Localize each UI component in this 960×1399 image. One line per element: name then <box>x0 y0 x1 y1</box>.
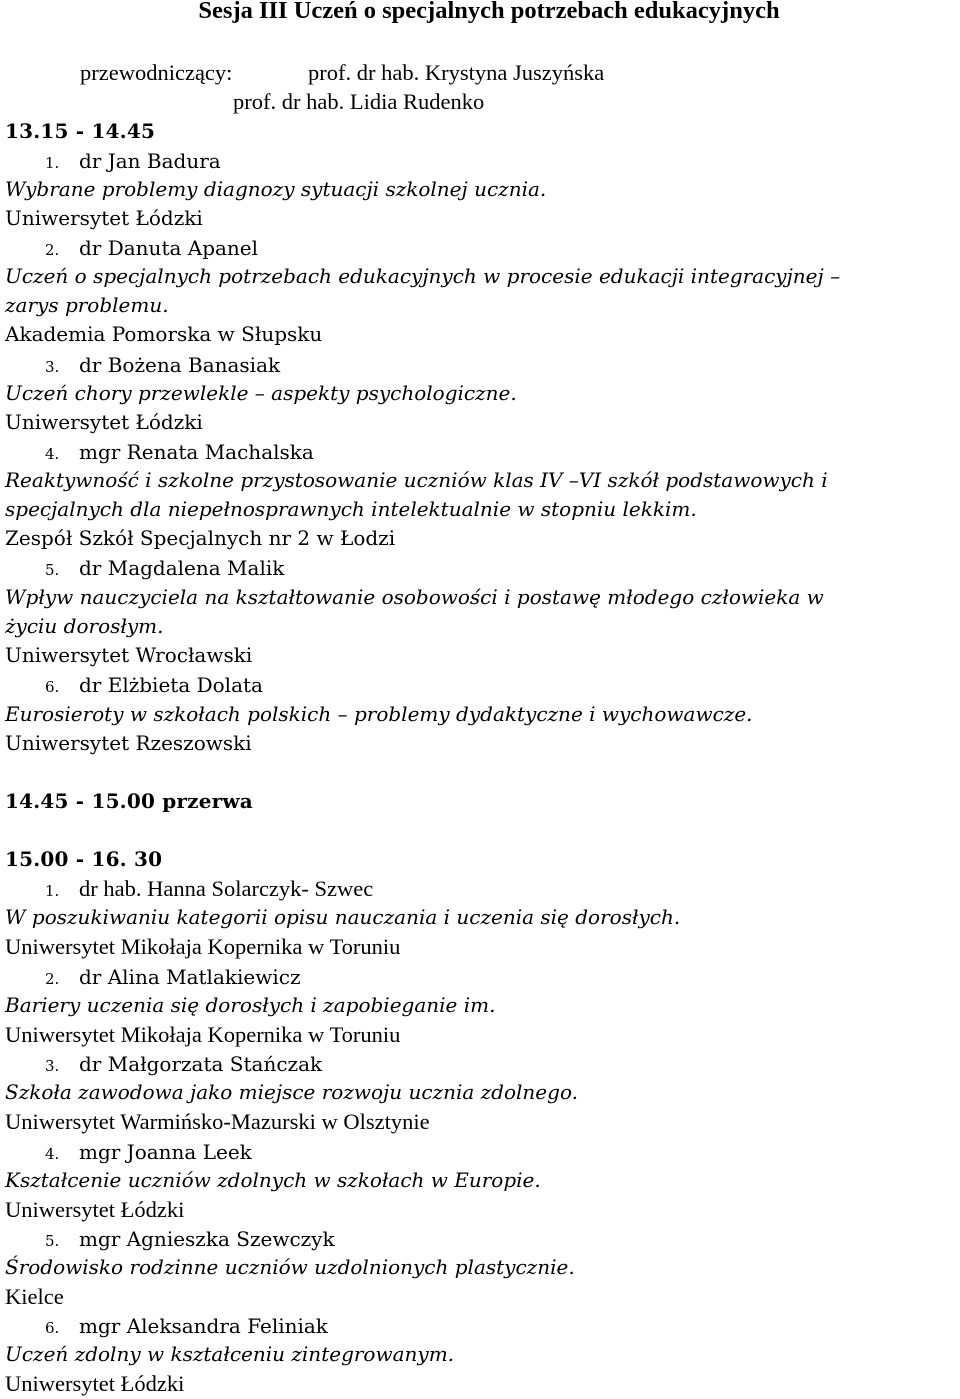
talk-title: zarys problemu. <box>5 293 169 317</box>
speaker-name: dr Małgorzata Stańczak <box>79 1052 323 1076</box>
speaker-name: dr hab. Hanna Solarczyk- Szwec <box>79 876 374 901</box>
list-item <box>5 962 300 994</box>
institution: Uniwersytet Mikołaja Kopernika w Toruniu <box>5 934 401 959</box>
list-item <box>5 1311 328 1343</box>
institution: Uniwersytet Rzeszowski <box>5 731 252 755</box>
talk-title: Wpływ nauczyciela na kształtowanie osobowości i postawę młodego człowieka w <box>5 585 824 609</box>
list-item <box>5 1049 322 1081</box>
block-time: 15.00 - 16. 30 <box>5 847 163 871</box>
speaker-name: dr Elżbieta Dolata <box>79 673 263 697</box>
item-number: 4. <box>45 445 60 463</box>
talk-title: W poszukiwaniu kategorii opisu nauczania i uczenia się dorosłych. <box>5 905 681 929</box>
institution: Kielce <box>5 1284 64 1309</box>
speaker-name: dr Bożena Banasiak <box>79 353 281 377</box>
item-number: 2. <box>45 970 60 988</box>
talk-title: Eurosieroty w szkołach polskich – problemy dydaktyczne i wychowawcze. <box>5 702 753 726</box>
institution: Uniwersytet Łódzki <box>5 410 203 434</box>
talk-title: Szkoła zawodowa jako miejsce rozwoju ucznia zdolnego. <box>5 1080 578 1104</box>
talk-title: specjalnych dla niepełnosprawnych intelektualnie w stopniu lekkim. <box>5 497 697 521</box>
break-time: 14.45 - 15.00 przerwa <box>5 789 253 813</box>
list-item <box>5 233 258 265</box>
talk-title: Wybrane problemy diagnozy sytuacji szkolnej ucznia. <box>5 177 547 201</box>
chairs-label: przewodniczący: <box>80 60 233 85</box>
chair-name: prof. dr hab. Lidia Rudenko <box>233 89 485 114</box>
institution: Uniwersytet Łódzki <box>5 1371 185 1396</box>
speaker-name: dr Jan Badura <box>79 149 221 173</box>
talk-title: Uczeń o specjalnych potrzebach edukacyjnych w procesie edukacji integracyjnej – <box>5 264 841 288</box>
talk-title: Uczeń zdolny w kształceniu zintegrowanym. <box>5 1342 455 1366</box>
talk-title: Środowisko rodzinne uczniów uzdolnionych plastycznie. <box>5 1255 575 1279</box>
institution: Uniwersytet Łódzki <box>5 1197 185 1222</box>
speaker-name: dr Magdalena Malik <box>79 556 285 580</box>
item-number: 3. <box>45 1057 60 1075</box>
institution: Uniwersytet Łódzki <box>5 206 203 230</box>
talk-title: życiu dorosłym. <box>5 614 164 638</box>
item-number: 5. <box>45 1232 60 1250</box>
talk-title: Bariery uczenia się dorosłych i zapobieganie im. <box>5 993 496 1017</box>
block-time: 13.15 - 14.45 <box>5 119 156 143</box>
item-number: 6. <box>45 678 60 696</box>
item-number: 3. <box>45 358 60 376</box>
institution: Uniwersytet Mikołaja Kopernika w Toruniu <box>5 1022 401 1047</box>
list-item <box>5 1224 335 1256</box>
list-item <box>5 350 280 382</box>
item-number: 6. <box>45 1319 60 1337</box>
speaker-name: mgr Joanna Leek <box>79 1140 252 1164</box>
item-number: 1. <box>45 154 60 172</box>
list-item <box>5 146 221 178</box>
chair-name: prof. dr hab. Krystyna Juszyńska <box>308 60 605 85</box>
speaker-name: dr Danuta Apanel <box>79 236 259 260</box>
list-item <box>5 1137 252 1169</box>
institution: Zespół Szkół Specjalnych nr 2 w Łodzi <box>5 526 396 550</box>
item-number: 2. <box>45 241 60 259</box>
institution: Akademia Pomorska w Słupsku <box>5 322 323 346</box>
talk-title: Uczeń chory przewlekle – aspekty psychologiczne. <box>5 381 517 405</box>
list-item <box>5 874 373 906</box>
item-number: 1. <box>45 882 60 900</box>
speaker-name: dr Alina Matlakiewicz <box>79 965 301 989</box>
session-title: Sesja III Uczeń o specjalnych potrzebach edukacyjnych <box>198 0 780 24</box>
item-number: 4. <box>45 1145 60 1163</box>
institution: Uniwersytet Wrocławski <box>5 643 253 667</box>
talk-title: Reaktywność i szkolne przystosowanie uczniów klas IV –VI szkół podstawowych i <box>5 468 828 492</box>
item-number: 5. <box>45 561 60 579</box>
institution: Uniwersytet Warmińsko-Mazurski w Olsztynie <box>5 1109 430 1134</box>
speaker-name: mgr Renata Machalska <box>79 440 314 464</box>
list-item <box>5 670 263 702</box>
list-item <box>5 437 314 469</box>
speaker-name: mgr Agnieszka Szewczyk <box>79 1227 335 1251</box>
list-item <box>5 553 284 585</box>
talk-title: Kształcenie uczniów zdolnych w szkołach w Europie. <box>5 1168 541 1192</box>
speaker-name: mgr Aleksandra Feliniak <box>79 1314 328 1338</box>
